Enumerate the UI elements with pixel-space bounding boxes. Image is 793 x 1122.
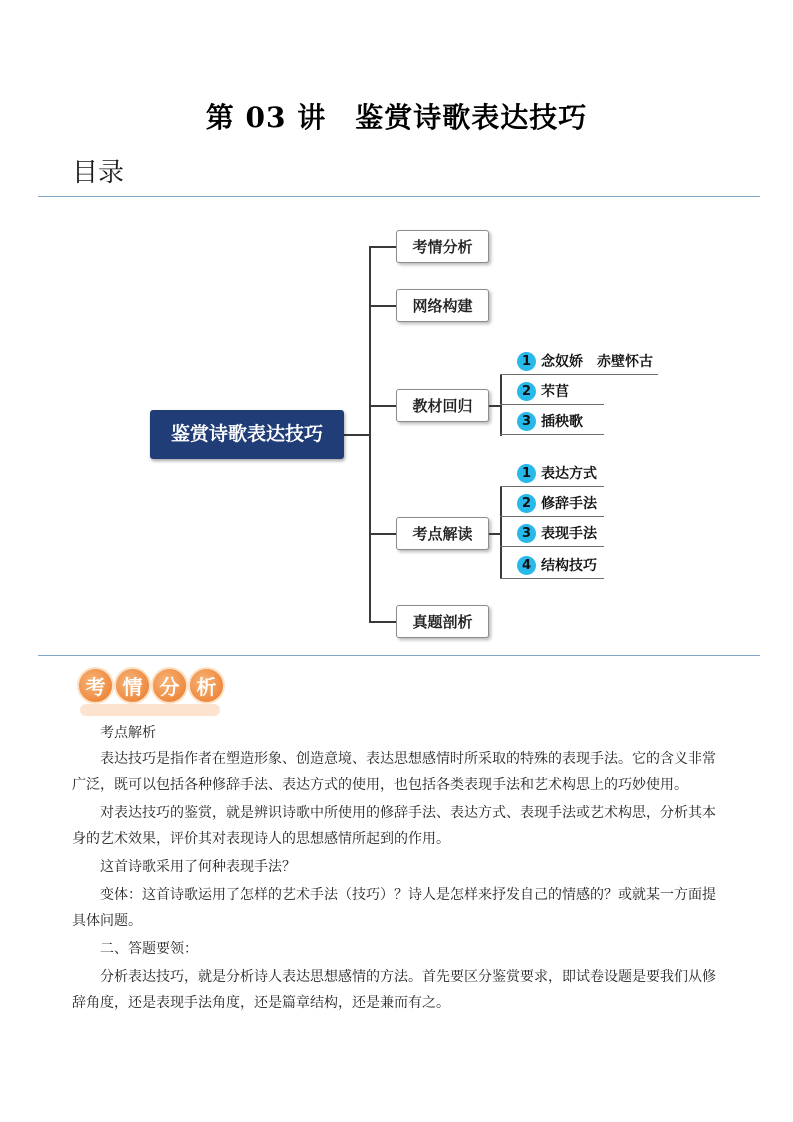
- sub-item: [517, 410, 583, 432]
- sub-underline: [500, 404, 604, 405]
- sub-item-label: 表现手法: [541, 526, 597, 542]
- branch-connector: [369, 305, 396, 307]
- badge-char: 分: [151, 667, 188, 704]
- badge-char: 情: [114, 667, 151, 704]
- number-badge: 3: [517, 412, 536, 431]
- sub-item: [517, 350, 653, 372]
- number-badge: 1: [517, 464, 536, 483]
- number-badge: 4: [517, 556, 536, 575]
- sub-item-label: 插秧歌: [541, 414, 583, 430]
- number-badge: 3: [517, 524, 536, 543]
- number-badge: 2: [517, 382, 536, 401]
- badge-char: 析: [188, 667, 225, 704]
- top-divider: [38, 196, 760, 197]
- paragraph: 表达技巧是指作者在塑造形象、创造意境、表达思想感情时所采取的特殊的表现手法。它的含义非常广泛，既可以包括各种修辞手法、表达方式的使用，也包括各类表现手法和艺术构思上的巧妙使用。: [72, 751, 716, 793]
- sub-item-label: 表达方式: [541, 466, 597, 482]
- branch-connector: [369, 533, 396, 535]
- sub-underline: [500, 374, 658, 375]
- sub-item: [517, 554, 597, 576]
- branch-connector: [369, 246, 396, 248]
- sub-item-label: 芣苢: [541, 384, 569, 400]
- sub-item-label: 结构技巧: [541, 558, 597, 574]
- sub-underline: [500, 578, 604, 579]
- sub-item-label: 修辞手法: [541, 496, 597, 512]
- sub-underline: [500, 486, 604, 487]
- branch-wangluo: 网络构建: [396, 289, 489, 322]
- branch-kaodian: 考点解读: [396, 517, 489, 550]
- sub-underline: [500, 516, 604, 517]
- paragraph: 分析表达技巧，就是分析诗人表达思想感情的方法。首先要区分鉴赏要求，即试卷设题是要我们从修辞角度，还是表现手法角度，还是篇章结构，还是兼而有之。: [72, 969, 716, 1011]
- middle-divider: [38, 655, 760, 656]
- sub-item: [517, 522, 597, 544]
- document-title: 第 03 讲 鉴赏诗歌表达技巧: [205, 101, 588, 134]
- section-badge: [77, 667, 225, 705]
- sub-spine: [500, 374, 502, 436]
- section-badge-underlay: [80, 704, 220, 716]
- branch-kaoqing: 考情分析: [396, 230, 489, 263]
- sub-spine: [500, 486, 502, 579]
- paragraph: 变体：这首诗歌运用了怎样的艺术手法（技巧）？诗人是怎样来抒发自己的情感的？或就某一方面提具体问题。: [72, 887, 716, 929]
- paragraph-subheading: 考点解析: [100, 725, 156, 741]
- sub-item-label: 念奴娇 赤壁怀古: [541, 354, 653, 370]
- branch-zhenti: 真题剖析: [396, 605, 489, 638]
- branch-spine: [369, 247, 371, 622]
- paragraph-subheading: 二、答题要领：: [100, 941, 198, 957]
- root-connector: [344, 434, 370, 436]
- branch-connector: [369, 405, 396, 407]
- sub-item: [517, 492, 597, 514]
- badge-char: 考: [77, 667, 114, 704]
- number-badge: 1: [517, 352, 536, 371]
- number-badge: 2: [517, 494, 536, 513]
- paragraph: 对表达技巧的鉴赏，就是辨识诗歌中所使用的修辞手法、表达方式、表现手法或艺术构思，分析其本身的艺术效果，评价其对表现诗人的思想感情所起到的作用。: [72, 805, 716, 847]
- sub-underline: [500, 434, 604, 435]
- toc-heading: 目录: [72, 158, 125, 188]
- sub-item: [517, 462, 597, 484]
- branch-connector: [369, 621, 396, 623]
- mindmap-root: 鉴赏诗歌表达技巧: [150, 410, 344, 459]
- sub-underline: [500, 546, 604, 547]
- paragraph: 这首诗歌采用了何种表现手法？: [100, 859, 296, 875]
- sub-item: [517, 380, 569, 402]
- branch-jiaocai: 教材回归: [396, 389, 489, 422]
